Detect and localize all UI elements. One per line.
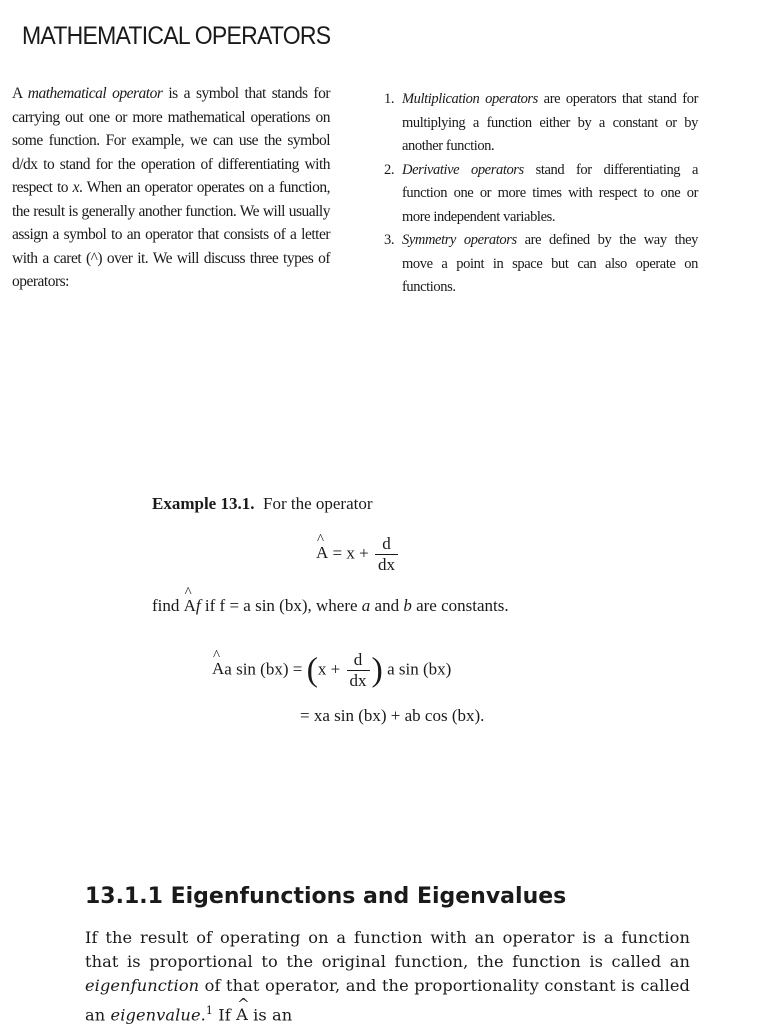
term-eigenfunction: eigenfunction (85, 976, 200, 996)
solution-equation-line-2 (300, 706, 484, 726)
list-item-text: are defined by the way they move a point in space but can also operate on functions. (402, 232, 698, 295)
chapter-title: MATHEMATICAL OPERATORS (22, 22, 331, 50)
section-text-4: If (213, 1005, 237, 1024)
intro-text-3: . When an operator operates on a function, the result is generally another function. We will usually assign a symbol to an operator that consists of a letter with a caret (^) over it. We will discuss three types of operators: (12, 179, 330, 290)
fraction-denominator: dx (377, 555, 395, 574)
constant-b: b (403, 596, 412, 615)
intro-text-1: A (12, 85, 28, 102)
constant-a: a (361, 596, 371, 615)
operator-a-hat: ^ A (236, 1003, 248, 1027)
derivative-fraction (347, 650, 370, 691)
find-tail: are constants. (416, 596, 509, 615)
example-label: Example 13.1. (152, 494, 255, 513)
operator-types-list (384, 88, 698, 300)
solution-x-plus: x + (317, 659, 341, 679)
fraction-numerator: d (375, 534, 398, 555)
solution-after-paren: a sin (bx) (387, 659, 452, 679)
left-parenthesis: ( (306, 651, 318, 689)
section-text-5: is an (247, 1005, 293, 1024)
intro-paragraph (12, 82, 330, 294)
derivative-fraction (375, 534, 398, 575)
solution-result: = xa sin (bx) + ab cos (bx). (300, 706, 485, 725)
find-and: and (374, 596, 400, 615)
example-lead: For the operator (262, 494, 373, 513)
function-f: f (195, 596, 201, 615)
equation-rhs: = x + (332, 543, 369, 563)
find-condition: if f = a sin (bx), where (204, 596, 358, 615)
list-item (384, 88, 698, 159)
list-item-text: are operators that stand for multiplying a function either by a constant or by another function. (402, 91, 698, 154)
operator-a-hat: ^ A (212, 659, 224, 679)
operator-a-hat: ^ A (316, 543, 328, 563)
section-text-2: of that operator, and the proportionality constant is called an (85, 976, 690, 1024)
term-eigenvalue: eigenvalue (110, 1005, 201, 1024)
list-item-number: 2. (384, 161, 395, 178)
list-item-term: Symmetry operators (402, 232, 517, 248)
section-heading: 13.1.1 Eigenfunctions and Eigenvalues (85, 884, 567, 909)
operator-definition-equation (316, 534, 400, 575)
example-find-statement (152, 596, 509, 616)
intro-term: mathematical operator (27, 85, 163, 102)
example-heading (152, 494, 373, 514)
list-item-number: 1. (384, 91, 395, 107)
section-text-3: . (200, 1005, 206, 1024)
intro-text-2: is a symbol that stands for carrying out one or more mathematical operations on some function. For example, we can use the symbol d/dx to stand for the operation of differentiating with respect to (12, 85, 330, 196)
list-item (384, 159, 698, 230)
find-text: find (152, 596, 180, 615)
list-item (384, 229, 698, 300)
list-item-text: stand for differentiating a function one or more times with respect to one or more independent variables. (402, 161, 698, 225)
list-item-number: 3. (384, 232, 395, 248)
solution-lhs: a sin (bx) = (224, 659, 303, 679)
section-text-1: If the result of operating on a function with an operator is a function that is proportional to the original function, the function is called an (85, 928, 690, 972)
solution-equation-line-1 (212, 650, 451, 691)
operator-a-hat: ^ A (184, 596, 196, 616)
section-body-paragraph (85, 926, 690, 1027)
right-parenthesis: ) (371, 651, 383, 689)
intro-variable-x: x (72, 179, 79, 196)
fraction-denominator: dx (349, 671, 367, 690)
list-item-term: Multiplication operators (402, 91, 538, 107)
fraction-numerator: d (347, 650, 370, 671)
footnote-marker: 1 (205, 1003, 213, 1017)
list-item-term: Derivative operators (402, 161, 524, 178)
